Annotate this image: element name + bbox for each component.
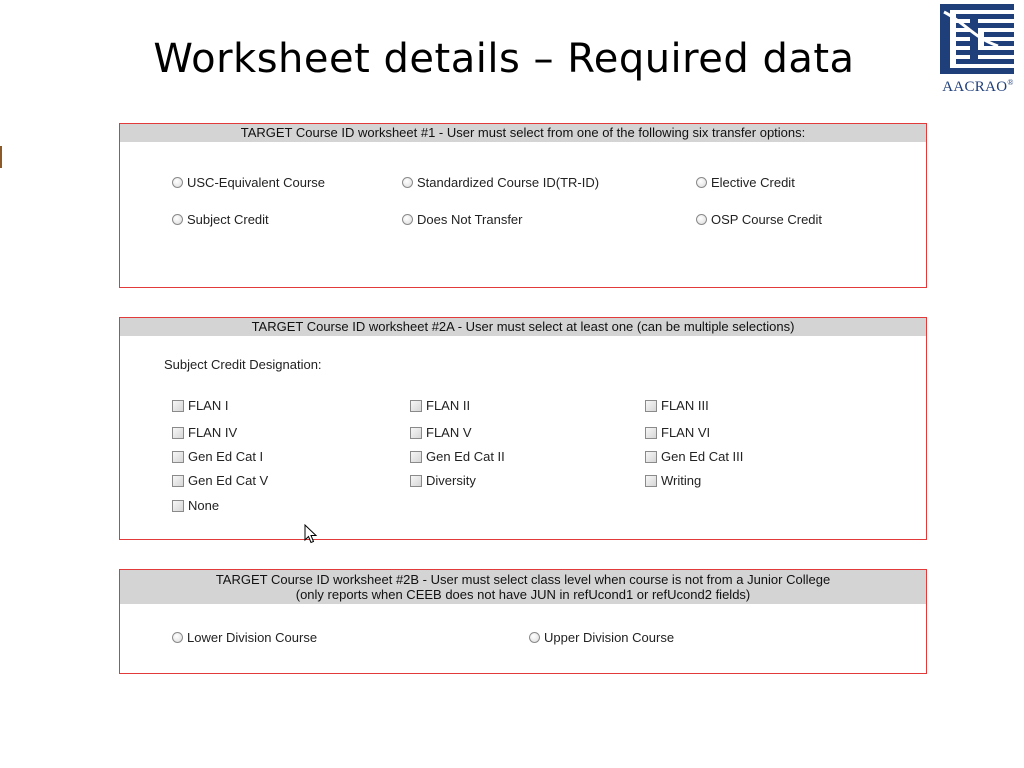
radio-icon[interactable] bbox=[696, 214, 707, 225]
checkbox-flan-vi[interactable]: FLAN VI bbox=[645, 425, 710, 440]
option-does-not-transfer[interactable]: Does Not Transfer bbox=[402, 212, 523, 227]
aacrao-emblem-icon bbox=[934, 2, 1022, 78]
checkbox-icon[interactable] bbox=[172, 427, 184, 439]
checkbox-icon[interactable] bbox=[410, 475, 422, 487]
worksheet-1-panel bbox=[119, 123, 927, 288]
option-lower-division-course[interactable]: Lower Division Course bbox=[172, 630, 317, 645]
worksheet-2a-panel bbox=[119, 317, 927, 540]
worksheet-1-header: TARGET Course ID worksheet #1 - User must select from one of the following six transfer options: bbox=[120, 124, 926, 142]
option-subject-credit[interactable]: Subject Credit bbox=[172, 212, 269, 227]
radio-icon[interactable] bbox=[696, 177, 707, 188]
checkbox-gen-ed-cat-iii[interactable]: Gen Ed Cat III bbox=[645, 449, 743, 464]
option-standardized-course-id[interactable]: Standardized Course ID(TR-ID) bbox=[402, 175, 599, 190]
aacrao-logo bbox=[934, 2, 1022, 96]
option-usc-equivalent-course[interactable]: USC-Equivalent Course bbox=[172, 175, 325, 190]
radio-icon[interactable] bbox=[529, 632, 540, 643]
option-upper-division-course[interactable]: Upper Division Course bbox=[529, 630, 674, 645]
checkbox-icon[interactable] bbox=[172, 451, 184, 463]
radio-icon[interactable] bbox=[172, 632, 183, 643]
aacrao-wordmark: AACRAO® bbox=[942, 78, 1014, 95]
option-osp-course-credit[interactable]: OSP Course Credit bbox=[696, 212, 822, 227]
checkbox-flan-i[interactable]: FLAN I bbox=[172, 398, 228, 413]
checkbox-icon[interactable] bbox=[645, 475, 657, 487]
worksheet-2a-header: TARGET Course ID worksheet #2A - User must select at least one (can be multiple selections) bbox=[120, 318, 926, 336]
worksheet-2b-header-line-1: TARGET Course ID worksheet #2B - User must select class level when course is not from a Junior College bbox=[215, 572, 831, 587]
checkbox-icon[interactable] bbox=[410, 400, 422, 412]
checkbox-icon[interactable] bbox=[172, 400, 184, 412]
option-elective-credit[interactable]: Elective Credit bbox=[696, 175, 795, 190]
checkbox-gen-ed-cat-ii[interactable]: Gen Ed Cat II bbox=[410, 449, 505, 464]
checkbox-writing[interactable]: Writing bbox=[645, 473, 701, 488]
worksheet-2b-header-line-2: (only reports when CEEB does not have JUN in refUcond1 or refUcond2 fields) bbox=[295, 587, 751, 602]
checkbox-icon[interactable] bbox=[172, 475, 184, 487]
checkbox-icon[interactable] bbox=[645, 451, 657, 463]
checkbox-none[interactable]: None bbox=[172, 498, 219, 513]
slide-title: Worksheet details – Required data bbox=[153, 36, 855, 82]
checkbox-gen-ed-cat-v[interactable]: Gen Ed Cat V bbox=[172, 473, 268, 488]
checkbox-flan-ii[interactable]: FLAN II bbox=[410, 398, 470, 413]
subject-credit-designation-label: Subject Credit Designation: bbox=[164, 357, 322, 372]
checkbox-icon[interactable] bbox=[645, 400, 657, 412]
checkbox-icon[interactable] bbox=[645, 427, 657, 439]
checkbox-icon[interactable] bbox=[410, 427, 422, 439]
worksheet-2b-header bbox=[120, 570, 926, 604]
radio-icon[interactable] bbox=[402, 177, 413, 188]
checkbox-icon[interactable] bbox=[172, 500, 184, 512]
radio-icon[interactable] bbox=[402, 214, 413, 225]
radio-icon[interactable] bbox=[172, 214, 183, 225]
radio-icon[interactable] bbox=[172, 177, 183, 188]
left-edge-marker bbox=[0, 146, 2, 168]
checkbox-gen-ed-cat-i[interactable]: Gen Ed Cat I bbox=[172, 449, 263, 464]
checkbox-diversity[interactable]: Diversity bbox=[410, 473, 476, 488]
worksheet-2b-panel bbox=[119, 569, 927, 674]
checkbox-flan-v[interactable]: FLAN V bbox=[410, 425, 472, 440]
mouse-pointer-icon bbox=[304, 524, 318, 544]
checkbox-icon[interactable] bbox=[410, 451, 422, 463]
checkbox-flan-iv[interactable]: FLAN IV bbox=[172, 425, 237, 440]
checkbox-flan-iii[interactable]: FLAN III bbox=[645, 398, 709, 413]
